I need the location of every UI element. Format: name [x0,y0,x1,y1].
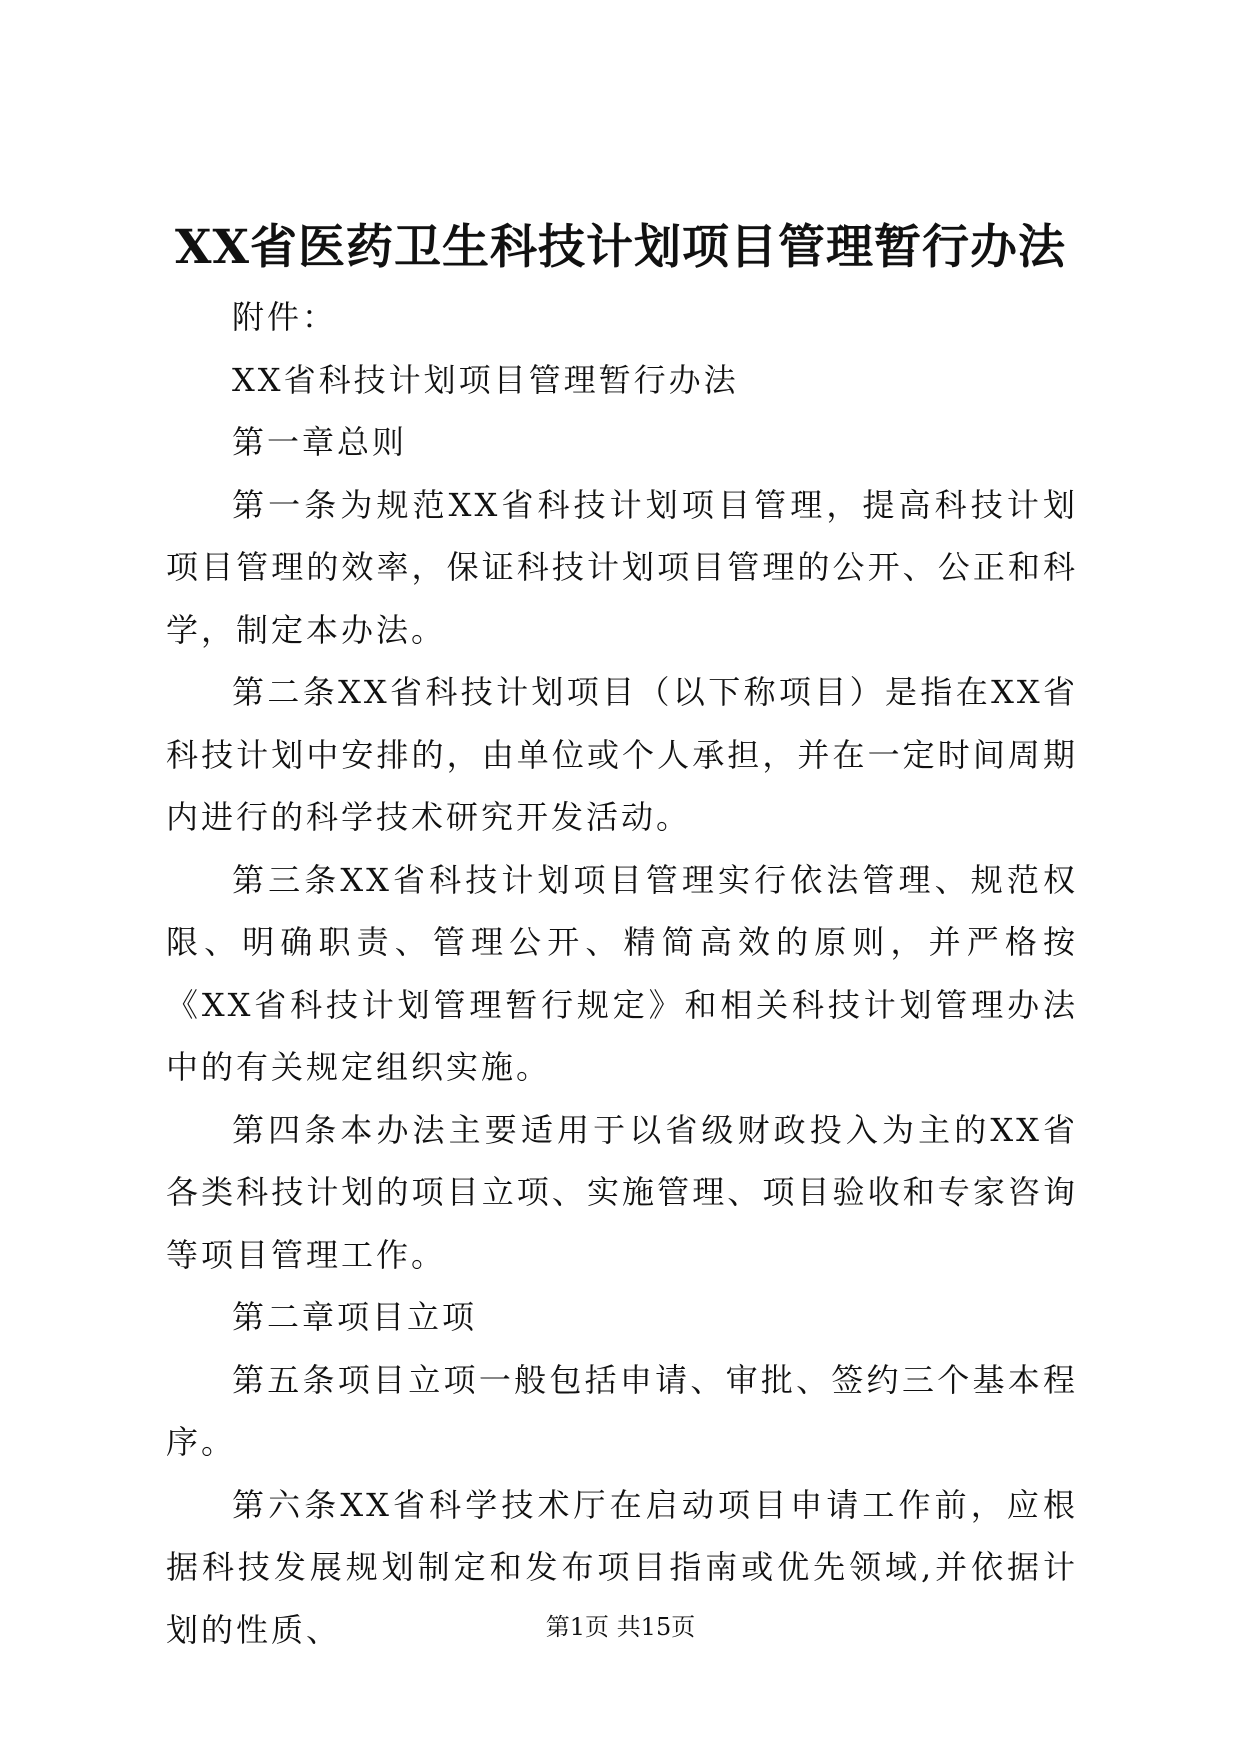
article-2: 第二条XX省科技计划项目（以下称项目）是指在XX省科技计划中安排的，由单位或个人承担，并在一定时间周期内进行的科学技术研究开发活动。 [166,673,1078,836]
paragraph-attachment-label: 附件： [232,298,338,336]
article-3: 第三条XX省科技计划项目管理实行依法管理、规范权限、明确职责、管理公开、精简高效的原则，并严格按《XX省科技计划管理暂行规定》和相关科技计划管理办法中的有关规定组织实施。 [166,860,1078,1086]
chapter-heading-1: 第一章总则 [232,423,408,461]
article-6: 第六条XX省科学技术厅在启动项目申请工作前，应根据科技发展规划制定和发布项目指南或优先领域,并依据计划的性质、 [166,1485,1078,1649]
article-5: 第五条项目立项一般包括申请、审批、签约三个基本程序。 [166,1360,1078,1461]
chapter-heading-2: 第二章项目立项 [232,1298,478,1336]
page-footer: 第1页 共15页 [545,1613,696,1641]
article-4: 第四条本办法主要适用于以省级财政投入为主的XX省各类科技计划的项目立项、实施管理、项目验收和专家咨询等项目管理工作。 [166,1110,1078,1274]
document-body [166,286,1078,1661]
document-title: XX省医药卫生科技计划项目管理暂行办法 [175,220,1066,275]
paragraph-subtitle: XX省科技计划项目管理暂行办法 [232,360,739,399]
article-1: 第一条为规范XX省科技计划项目管理，提高科技计划项目管理的效率，保证科技计划项目管理的公开、公正和科学，制定本办法。 [166,485,1078,649]
